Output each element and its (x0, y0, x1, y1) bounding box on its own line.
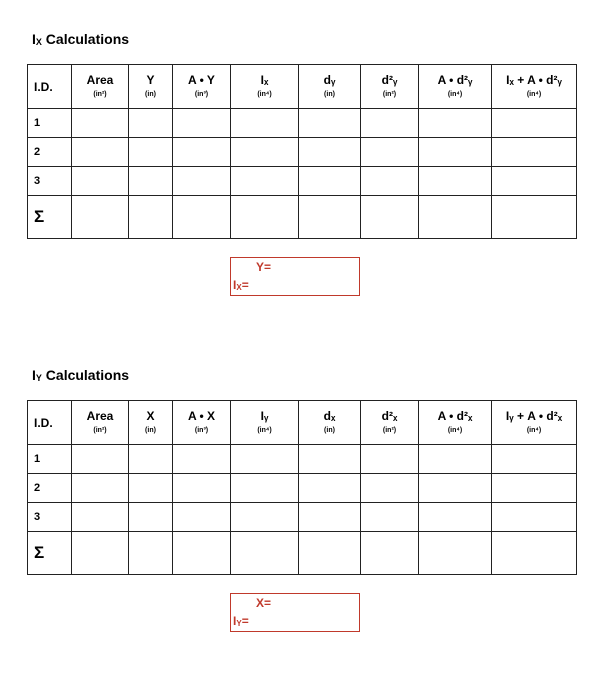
input-cell[interactable] (492, 474, 577, 503)
column-header-a-times-x: A • X (in³) (173, 401, 231, 445)
input-cell[interactable] (361, 503, 419, 532)
input-cell[interactable] (299, 167, 361, 196)
input-cell[interactable] (72, 167, 129, 196)
iy-section-title: $I_Y$ Calculations (32, 367, 130, 383)
row-id: 1 (28, 445, 72, 474)
input-cell[interactable] (492, 138, 577, 167)
input-cell[interactable] (173, 503, 231, 532)
input-cell[interactable] (72, 474, 129, 503)
ix-result-box[interactable] (230, 257, 360, 296)
table-row (28, 445, 577, 474)
sum-cell[interactable] (129, 196, 173, 239)
input-cell[interactable] (129, 109, 173, 138)
iy-result-label: $I_Y=$ (233, 614, 249, 628)
input-cell[interactable] (299, 474, 361, 503)
table-row (28, 474, 577, 503)
input-cell[interactable] (419, 109, 492, 138)
column-header-area: Area (in²) (72, 401, 129, 445)
row-id: 3 (28, 503, 72, 532)
input-cell[interactable] (299, 445, 361, 474)
input-cell[interactable] (419, 474, 492, 503)
input-cell[interactable] (231, 503, 299, 532)
table-row (28, 109, 577, 138)
input-cell[interactable] (492, 109, 577, 138)
input-cell[interactable] (129, 503, 173, 532)
input-cell[interactable] (173, 138, 231, 167)
column-header-dx-squared: d²ₓ (in²) (361, 401, 419, 445)
sigma-label: Σ (28, 532, 72, 575)
column-header-ix-total: Iₓ + A • d²ᵧ (in⁴) (492, 65, 577, 109)
input-cell[interactable] (72, 503, 129, 532)
input-cell[interactable] (129, 138, 173, 167)
sum-cell[interactable] (72, 196, 129, 239)
column-header-area: Area (in²) (72, 65, 129, 109)
row-id: 3 (28, 167, 72, 196)
sum-cell[interactable] (231, 532, 299, 575)
sum-cell[interactable] (361, 532, 419, 575)
column-header-y: Y (in) (129, 65, 173, 109)
column-header-a-times-y: A • Y (in³) (173, 65, 231, 109)
column-header-iy: Iᵧ (in⁴) (231, 401, 299, 445)
input-cell[interactable] (361, 474, 419, 503)
ix-section-title: $I_X$ Calculations (32, 31, 130, 47)
input-cell[interactable] (231, 138, 299, 167)
table-header-row (28, 65, 577, 109)
sum-cell[interactable] (72, 532, 129, 575)
column-header-dy: dᵧ (in) (299, 65, 361, 109)
input-cell[interactable] (299, 138, 361, 167)
sum-cell[interactable] (231, 196, 299, 239)
input-cell[interactable] (231, 109, 299, 138)
sum-cell[interactable] (492, 532, 577, 575)
input-cell[interactable] (492, 503, 577, 532)
input-cell[interactable] (361, 445, 419, 474)
sum-cell[interactable] (299, 532, 361, 575)
input-cell[interactable] (231, 474, 299, 503)
sum-cell[interactable] (419, 196, 492, 239)
ix-result-label: $I_X=$ (233, 278, 249, 292)
input-cell[interactable] (173, 445, 231, 474)
input-cell[interactable] (361, 138, 419, 167)
x-bar-result-label: X= (256, 596, 272, 610)
column-header-id: I.D. (28, 401, 72, 445)
sum-cell[interactable] (173, 532, 231, 575)
row-id: 1 (28, 109, 72, 138)
input-cell[interactable] (419, 503, 492, 532)
input-cell[interactable] (129, 445, 173, 474)
sum-row (28, 532, 577, 575)
input-cell[interactable] (72, 109, 129, 138)
column-header-dx: dₓ (in) (299, 401, 361, 445)
input-cell[interactable] (299, 109, 361, 138)
input-cell[interactable] (492, 445, 577, 474)
table-row (28, 167, 577, 196)
input-cell[interactable] (299, 503, 361, 532)
input-cell[interactable] (173, 167, 231, 196)
input-cell[interactable] (361, 109, 419, 138)
input-cell[interactable] (419, 445, 492, 474)
sum-cell[interactable] (361, 196, 419, 239)
sum-cell[interactable] (173, 196, 231, 239)
sum-cell[interactable] (419, 532, 492, 575)
ix-calculations-table (27, 64, 577, 239)
input-cell[interactable] (173, 109, 231, 138)
iy-calculations-table (27, 400, 577, 575)
sum-cell[interactable] (492, 196, 577, 239)
sum-row (28, 196, 577, 239)
input-cell[interactable] (173, 474, 231, 503)
input-cell[interactable] (72, 445, 129, 474)
input-cell[interactable] (492, 167, 577, 196)
input-cell[interactable] (129, 167, 173, 196)
y-bar-result-label: Y= (256, 260, 272, 274)
sigma-label: Σ (28, 196, 72, 239)
input-cell[interactable] (129, 474, 173, 503)
iy-result-box[interactable] (230, 593, 360, 632)
input-cell[interactable] (419, 138, 492, 167)
row-id: 2 (28, 474, 72, 503)
input-cell[interactable] (419, 167, 492, 196)
input-cell[interactable] (231, 445, 299, 474)
row-id: 2 (28, 138, 72, 167)
sum-cell[interactable] (129, 532, 173, 575)
column-header-a-times-dx-squared: A • d²ₓ (in⁴) (419, 401, 492, 445)
input-cell[interactable] (361, 167, 419, 196)
table-row (28, 138, 577, 167)
table-row (28, 503, 577, 532)
column-header-a-times-dy-squared: A • d²ᵧ (in⁴) (419, 65, 492, 109)
column-header-id: I.D. (28, 65, 72, 109)
table-header-row (28, 401, 577, 445)
column-header-iy-total: Iᵧ + A • d²ₓ (in⁴) (492, 401, 577, 445)
column-header-dy-squared: d²ᵧ (in²) (361, 65, 419, 109)
column-header-ix: Iₓ (in⁴) (231, 65, 299, 109)
input-cell[interactable] (72, 138, 129, 167)
column-header-x: X (in) (129, 401, 173, 445)
sum-cell[interactable] (299, 196, 361, 239)
input-cell[interactable] (231, 167, 299, 196)
